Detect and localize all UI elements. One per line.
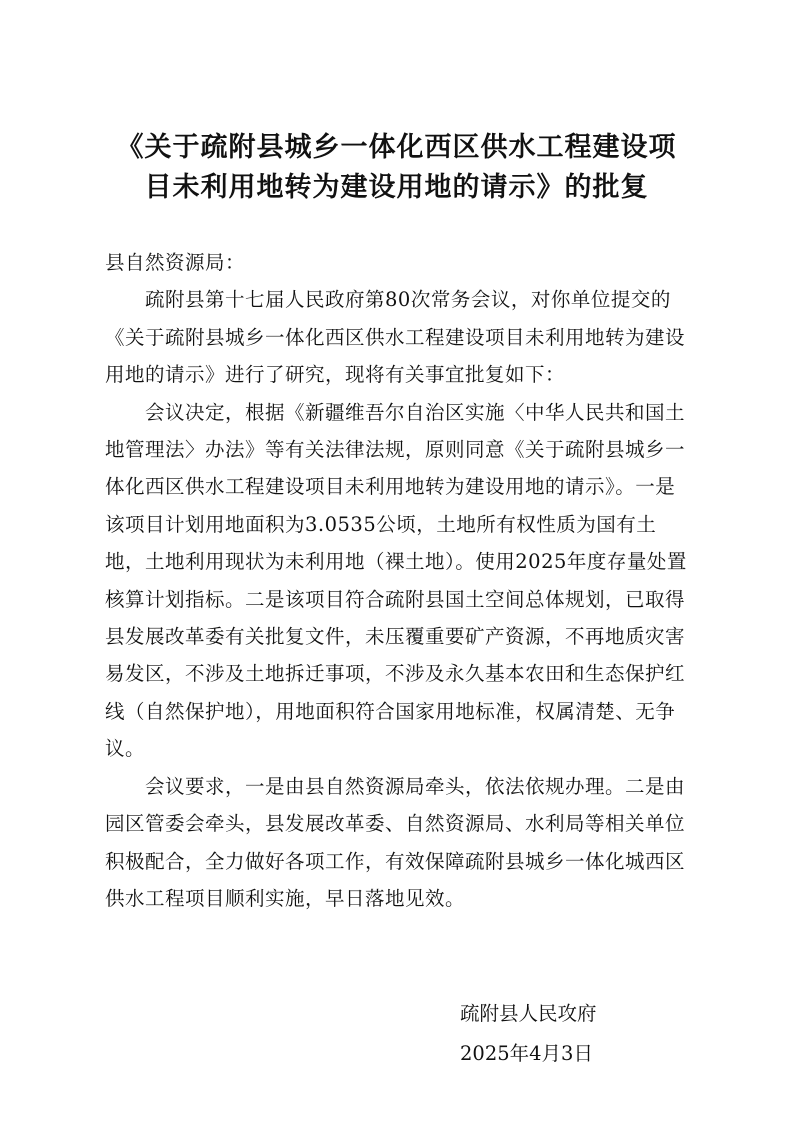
signature-date: 2025年4月3日 bbox=[460, 1042, 593, 1065]
title-line-2: 目未利用地转为建设用地的请示》的批复 bbox=[144, 172, 649, 203]
signature-organization: 疏附县人民攻府 bbox=[460, 1002, 597, 1025]
signature-block bbox=[440, 994, 690, 1074]
document-title bbox=[90, 128, 703, 208]
addressee: 县自然资源局： bbox=[105, 251, 246, 274]
document-body bbox=[105, 244, 695, 917]
paragraph-decision: 会议决定，根据《新疆维吾尔自治区实施〈中华人民共和国土地管理法〉办法》等有关法律法规，原则同意《关于疏附县城乡一体化西区供水工程建设项目未利用地转为建设用地的请示》。一是该项目计划用地面积为3.0535公顷，土地所有权性质为国有土地，土地利用现状为未利用地（裸土地）。使用2025年度存量处置核算计划指标。二是该项目符合疏附县国土空间总体规划，已取得县发展改革委有关批复文件，未压覆重要矿产资源，不再地质灾害易发区，不涉及土地拆迁事项，不涉及永久基本农田和生态保护红线（自然保护地），用地面积符合国家用地标准，权属清楚、无争议。 bbox=[105, 400, 687, 761]
paragraph-intro: 疏附县第十七届人民政府第80次常务会议，对你单位提交的《关于疏附县城乡一体化西区供水工程建设项目未利用地转为建设用地的请示》进行了研究，现将有关事宜批复如下： bbox=[105, 288, 686, 387]
title-line-1: 《关于疏附县城乡一体化西区供水工程建设项 bbox=[116, 132, 677, 163]
paragraph-requirements: 会议要求，一是由县自然资源局牵头，依法依规办理。二是由园区管委会牵头，县发展改革委、自然资源局、水利局等相关单位积极配合，全力做好各项工作，有效保障疏附县城乡一体化城西区供水工程项目顺利实施，早日落地见效。 bbox=[105, 774, 686, 910]
